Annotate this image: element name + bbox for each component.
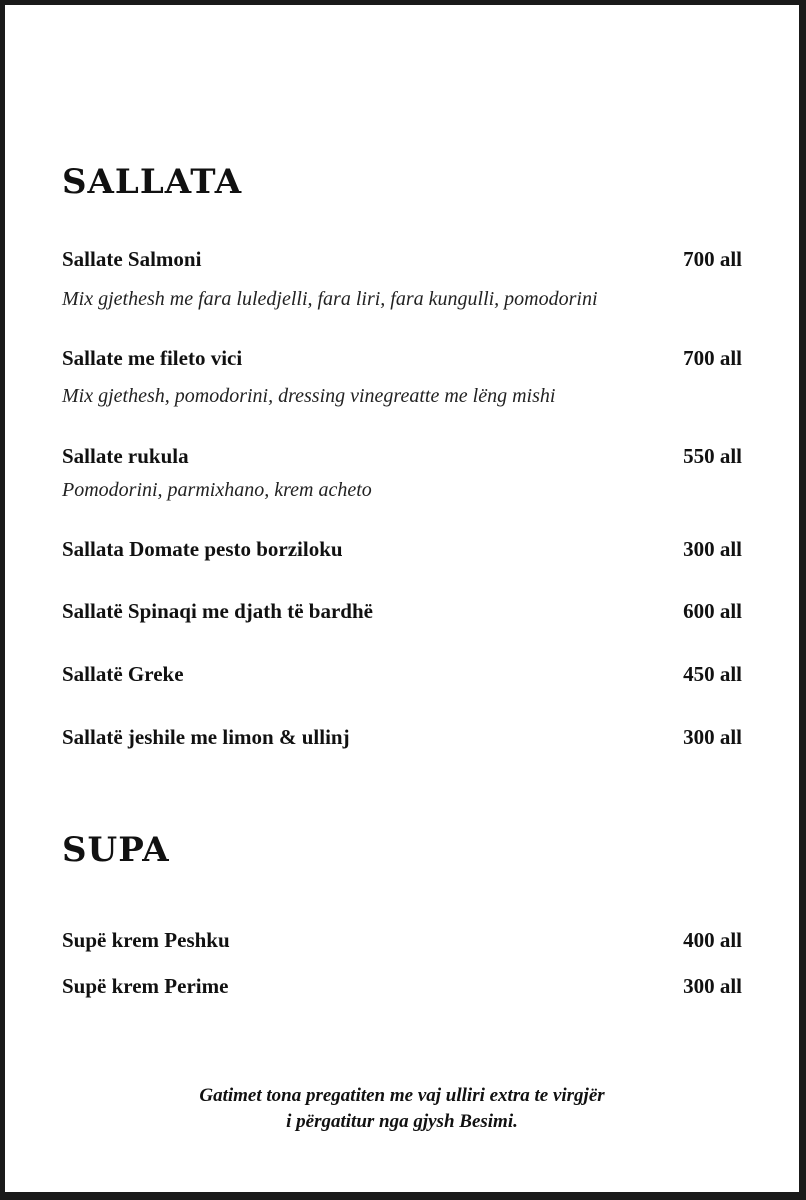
item-description: Mix gjethesh me fara luledjelli, fara liri, fara kungulli, pomodorini: [62, 288, 598, 310]
footer-line-2: i përgatitur nga gjysh Besimi.: [286, 1111, 518, 1132]
item-price: 300 all: [683, 537, 742, 561]
menu-item: [62, 976, 742, 997]
menu-item: [62, 249, 742, 270]
item-price: 400 all: [683, 928, 742, 952]
item-name: Sallate Salmoni: [62, 247, 202, 271]
menu-item: [62, 664, 742, 685]
item-name: Sallate rukula: [62, 444, 189, 468]
item-price: 300 all: [683, 725, 742, 749]
menu-item: [62, 348, 742, 369]
item-name: Supë krem Peshku: [62, 928, 230, 952]
item-price: 450 all: [683, 662, 742, 686]
item-name: Supë krem Perime: [62, 974, 229, 998]
menu-item: [62, 539, 742, 560]
menu-item: [62, 930, 742, 951]
item-name: Sallate me fileto vici: [62, 346, 243, 370]
item-price: 600 all: [683, 599, 742, 623]
item-price: 550 all: [683, 444, 742, 468]
item-name: Sallatë Greke: [62, 662, 184, 686]
item-description: Pomodorini, parmixhano, krem acheto: [62, 479, 372, 501]
menu-page: [5, 5, 799, 1192]
item-price: 700 all: [683, 247, 742, 271]
section-title-sallata: SALLATA: [62, 162, 243, 202]
item-price: 700 all: [683, 346, 742, 370]
item-name: Sallatë jeshile me limon & ullinj: [62, 725, 350, 749]
menu-item: [62, 727, 742, 748]
item-name: Sallatë Spinaqi me djath të bardhë: [62, 599, 373, 623]
section-title-supa: SUPA: [62, 830, 170, 870]
item-name: Sallata Domate pesto borziloku: [62, 537, 343, 561]
footer-line-1: Gatimet tona pregatiten me vaj ulliri extra te virgjër: [199, 1085, 605, 1106]
footer-note: [5, 1083, 799, 1135]
item-price: 300 all: [683, 974, 742, 998]
menu-item: [62, 446, 742, 467]
item-description: Mix gjethesh, pomodorini, dressing vinegreatte me lëng mishi: [62, 385, 556, 407]
menu-item: [62, 601, 742, 622]
